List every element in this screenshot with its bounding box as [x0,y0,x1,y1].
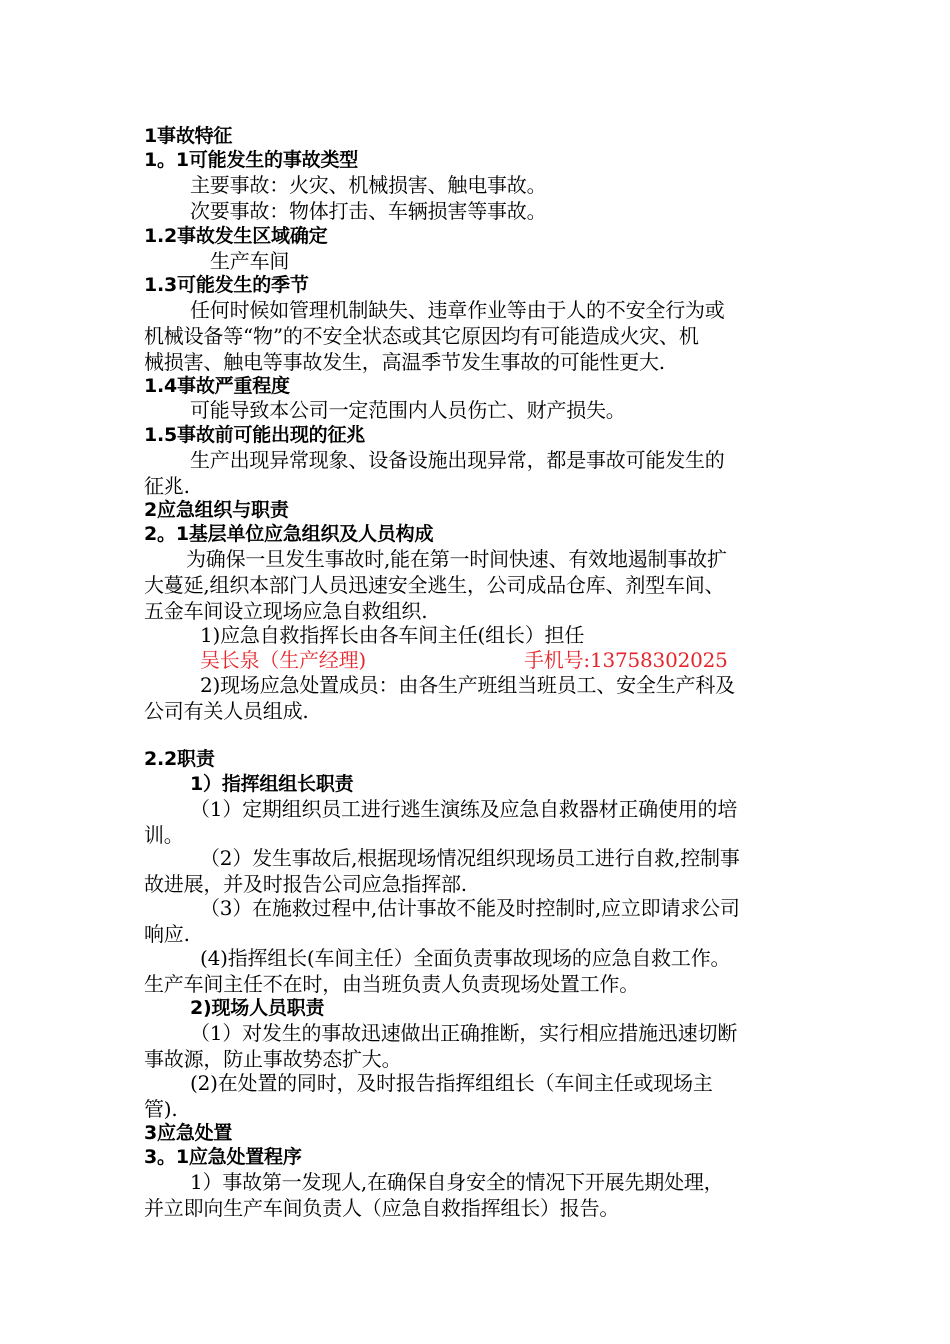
paragraph-line: （1）对发生的事故迅速做出正确推断，实行相应措施迅速切断 [190,1021,738,1045]
paragraph-line: 主要事故：火灾、机械损害、触电事故。 [190,173,547,197]
paragraph-line: 生产车间主任不在时，由当班负责人负责现场处置工作。 [144,972,639,996]
paragraph-line: 为确保一旦发生事故时,能在第一时间快速、有效地遏制事故扩 [186,547,727,571]
section-heading: 2应急组织与职责 [144,499,289,521]
subsection-heading: 1.3可能发生的季节 [144,274,309,296]
section-heading: 3应急处置 [144,1122,233,1144]
paragraph-line: 机械设备等“物”的不安全状态或其它原因均有可能造成火灾、机 [144,324,699,348]
paragraph-line: 生产车间 [210,249,290,273]
paragraph-line: （2）发生事故后,根据现场情况组织现场员工进行自救,控制事 [200,846,740,870]
paragraph-line: 公司有关人员组成. [144,699,309,723]
subsection-heading: 1.4事故严重程度 [144,375,290,397]
paragraph-line: 械损害、触电等事故发生，高温季节发生事故的可能性更大. [144,350,665,374]
paragraph-line: 任何时候如管理机制缺失、违章作业等由于人的不安全行为或 [190,298,725,322]
paragraph-line: (4)指挥组长(车间主任）全面负责事故现场的应急自救工作。 [200,946,731,970]
paragraph-line: 管). [144,1097,178,1121]
paragraph-line: 生产出现异常现象、设备设施出现异常，都是事故可能发生的 [190,448,725,472]
paragraph-line: 2)现场应急处置成员：由各生产班组当班员工、安全生产科及 [200,673,735,697]
subsection-heading: 1.5事故前可能出现的征兆 [144,424,366,446]
subsection-heading: 1.2事故发生区域确定 [144,225,328,247]
contact-name: 吴长泉（生产经理) [200,648,367,672]
paragraph-line: 事故源，防止事故势态扩大。 [144,1047,402,1071]
paragraph-line: 征兆. [144,474,190,498]
section-heading: 1事故特征 [144,125,233,147]
paragraph-line: 并立即向生产车间负责人（应急自救指挥组长）报告。 [144,1196,620,1220]
paragraph-line: 五金车间设立现场应急自救组织. [144,599,428,623]
paragraph-line: 响应. [144,922,190,946]
subsection-heading: 2.2职责 [144,748,215,770]
paragraph-line: 大蔓延,组织本部门人员迅速安全逃生，公司成品仓库、剂型车间、 [144,573,725,597]
paragraph-line: （1）定期组织员工进行逃生演练及应急自救器材正确使用的培 [190,797,738,821]
subsection-heading: 1。1可能发生的事故类型 [144,149,359,171]
paragraph-line: 次要事故：物体打击、车辆损害等事故。 [190,199,547,223]
subsection-heading: 3。1应急处置程序 [144,1146,302,1168]
subsection-heading: 2。1基层单位应急组织及人员构成 [144,523,434,545]
paragraph-line: (2)在处置的同时，及时报告指挥组组长（车间主任或现场主 [190,1071,713,1095]
paragraph-line: 故进展，并及时报告公司应急指挥部. [144,872,467,896]
paragraph-line: 1）事故第一发现人,在确保自身安全的情况下开展先期处理， [190,1170,724,1194]
paragraph-line: 可能导致本公司一定范围内人员伤亡、财产损失。 [190,398,626,422]
item-heading: 2)现场人员职责 [190,997,325,1019]
paragraph-line: 1)应急自救指挥长由各车间主任(组长）担任 [200,623,585,647]
paragraph-line: 训。 [144,823,184,847]
contact-phone: 手机号:13758302025 [524,648,728,672]
item-heading: 1）指挥组组长职责 [190,773,354,795]
paragraph-line: （3）在施救过程中,估计事故不能及时控制时,应立即请求公司 [200,896,740,920]
